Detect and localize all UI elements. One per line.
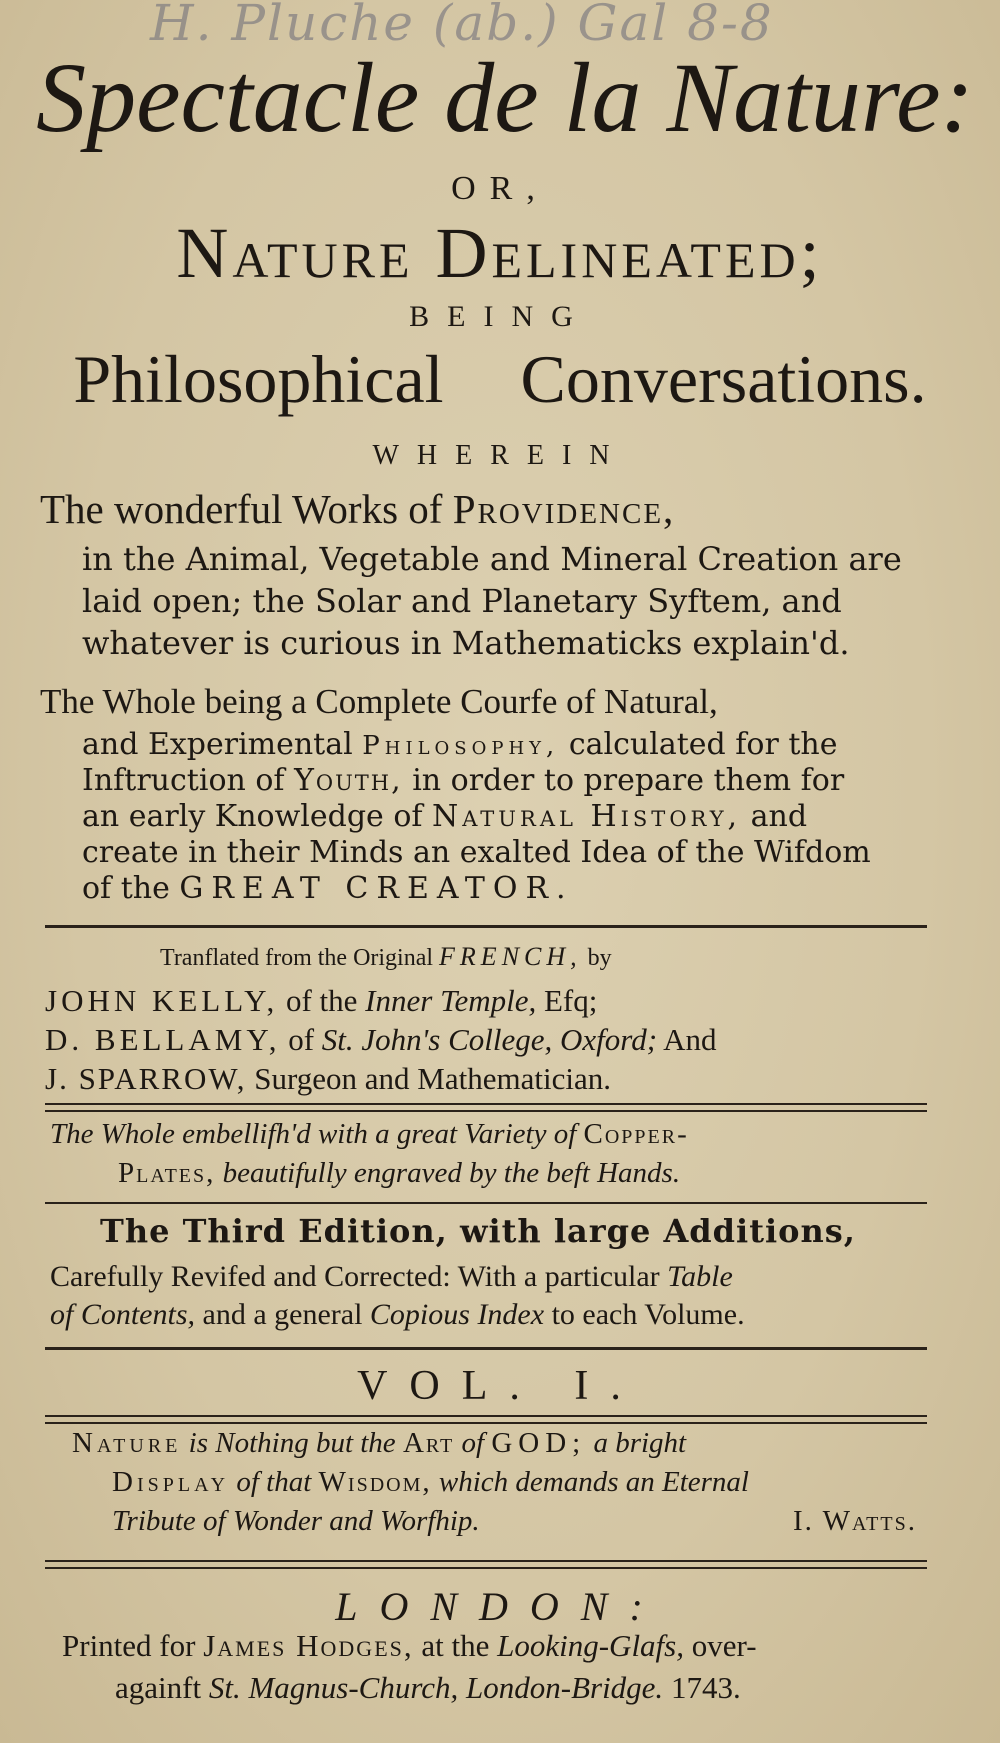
double-divider-rule [45, 1415, 927, 1424]
edition-line-1: The Third Edition, with large Additions, [100, 1212, 856, 1250]
course-line-3: Inftruction of Youth, in order to prepare them for [82, 763, 845, 798]
course-line-4: an early Knowledge of Natural History, and [82, 799, 808, 834]
description-line-1: The wonderful Works of Providence, [40, 486, 676, 532]
imprint-line-1: Printed for James Hodges, at the Looking-Glafs, over- [62, 1628, 757, 1663]
imprint-line-2: againft St. Magnus-Church, London-Bridge. 1743. [115, 1670, 741, 1705]
course-line-2: and Experimental Philosophy, calculated for the [82, 727, 838, 762]
embellished-line-2: Plates, beautifully engraved by the beft Hands. [118, 1157, 681, 1189]
subtitle-nature-delineated: Nature Delineated; [176, 213, 824, 293]
quote-line-1: Nature is Nothing but the Art of GOD; a bright [72, 1427, 687, 1459]
description-line-2: in the Animal, Vegetable and Mineral Creation are [82, 540, 902, 578]
divider-rule [45, 925, 927, 928]
quote-line-2: Display of that Wisdom, which demands an Eternal [112, 1466, 749, 1498]
description-line-4: whatever is curious in Mathematicks explain'd. [82, 624, 850, 662]
divider-rule [45, 1202, 927, 1204]
embellished-line-1: The Whole embellifh'd with a great Variety of Copper- [50, 1118, 689, 1150]
quote-attribution: I. Watts. [792, 1505, 917, 1537]
course-line-1: The Whole being a Complete Courfe of Natural, [40, 682, 718, 721]
subtitle-philosophical-conversations: Philosophical Conversations. [73, 341, 927, 417]
volume-number: VOL. I. [357, 1363, 643, 1409]
double-divider-rule [45, 1103, 927, 1112]
wherein-line: WHEREIN [372, 440, 628, 471]
translator-1: JOHN KELLY, of the Inner Temple, Efq; [45, 983, 598, 1018]
course-line-5: create in their Minds an exalted Idea of the Wifdom [82, 835, 871, 870]
quote-line-3: Tribute of Wonder and Worfhip. I. Watts. [112, 1505, 917, 1537]
course-line-6: of the GREAT CREATOR. [82, 871, 574, 906]
main-title: Spectacle de la Nature: [36, 42, 974, 153]
translator-2: D. BELLAMY, of St. John's College, Oxford; And [45, 1022, 717, 1057]
divider-rule [45, 1347, 927, 1350]
translated-line: Tranflated from the Original FRENCH, by [160, 942, 612, 971]
imprint-city: LONDON: [335, 1584, 665, 1629]
edition-line-2: Carefully Revifed and Corrected: With a particular Table [50, 1260, 733, 1293]
being-line: BEING [409, 300, 591, 333]
translator-3: J. SPARROW, Surgeon and Mathematician. [45, 1061, 611, 1096]
or-line: OR, [451, 170, 549, 207]
description-line-3: laid open; the Solar and Planetary Syftem, and [82, 582, 842, 620]
edition-line-3: of Contents, and a general Copious Index to each Volume. [50, 1298, 745, 1331]
double-divider-rule [45, 1560, 927, 1569]
handwritten-annotation: H. Pluche (ab.) Gal 8-8 [150, 0, 774, 52]
